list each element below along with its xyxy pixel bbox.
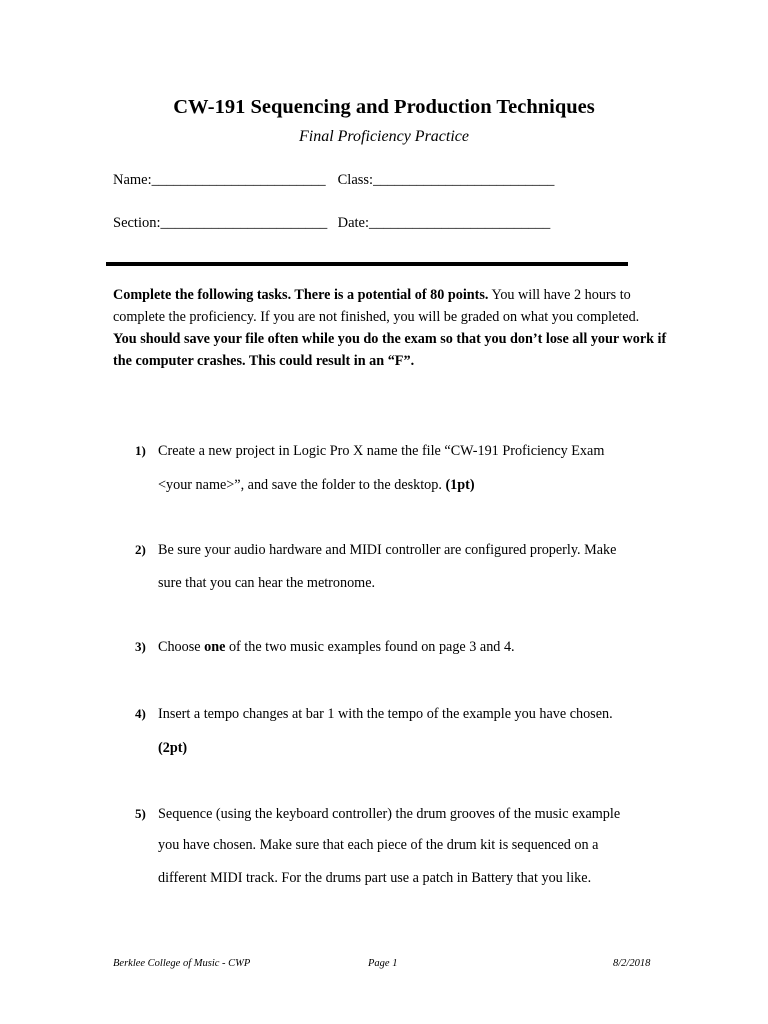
header-divider xyxy=(106,262,628,266)
task-number: 3) xyxy=(135,639,146,654)
task-text: Insert a tempo changes at bar 1 with the tempo of the example you have chosen. xyxy=(158,706,613,722)
task-number: 1) xyxy=(135,443,146,458)
task-points: (2pt) xyxy=(158,740,188,756)
task-points: (1pt) xyxy=(445,477,475,493)
class-blank: _________________________ xyxy=(373,172,555,188)
task-text xyxy=(158,639,515,656)
document-subtitle: Final Proficiency Practice xyxy=(298,128,469,145)
task-text xyxy=(158,477,475,494)
class-label: Class: xyxy=(337,172,374,188)
section-blank: _______________________ xyxy=(160,215,328,231)
footer-page-number: Page 1 xyxy=(368,958,398,969)
task-text-part: <your name>”, and save the folder to the desktop. xyxy=(158,477,446,493)
task-text: you have chosen. Make sure that each piece of the drum kit is sequenced on a xyxy=(158,837,599,853)
instructions xyxy=(113,284,673,372)
class-field xyxy=(338,172,555,189)
section-label: Section: xyxy=(113,215,161,231)
section-date-row xyxy=(113,215,550,232)
date-blank: _________________________ xyxy=(369,215,551,231)
document-title: CW-191 Sequencing and Production Techniques xyxy=(173,96,595,118)
task-text: Sequence (using the keyboard controller) the drum grooves of the music example xyxy=(158,806,621,822)
name-label: Name: xyxy=(113,172,152,188)
instructions-text: You will have 2 hours to complete the proficiency. If you are not finished, you will be graded on what you completed. xyxy=(113,287,640,325)
task-text: different MIDI track. For the drums part use a patch in Battery that you like. xyxy=(158,870,592,886)
name-field xyxy=(113,172,334,189)
task-text-part: Choose xyxy=(158,639,205,655)
name-blank: ________________________ xyxy=(151,172,326,188)
footer-date: 8/2/2018 xyxy=(613,958,651,969)
date-field xyxy=(338,215,551,232)
name-class-row xyxy=(113,172,554,189)
task-number: 2) xyxy=(135,542,146,557)
task-number: 5) xyxy=(135,806,146,821)
date-label: Date: xyxy=(337,215,370,231)
save-warning: You should save your file often while you do the exam so that you don’t lose all your work if the computer crashes. This could result in an “F”. xyxy=(113,331,667,369)
task-emphasis: one xyxy=(204,639,226,655)
section-field xyxy=(113,215,334,232)
task-text-part: of the two music examples found on page 3 and 4. xyxy=(225,639,515,655)
instructions-bold-lead: Complete the following tasks. There is a potential of 80 points. xyxy=(113,287,489,303)
task-text: sure that you can hear the metronome. xyxy=(158,575,376,591)
task-text: Create a new project in Logic Pro X name the file “CW-191 Proficiency Exam xyxy=(158,443,605,459)
footer-institution: Berklee College of Music - CWP xyxy=(113,958,251,969)
task-text: Be sure your audio hardware and MIDI controller are configured properly. Make xyxy=(158,542,617,558)
task-number: 4) xyxy=(135,706,146,721)
